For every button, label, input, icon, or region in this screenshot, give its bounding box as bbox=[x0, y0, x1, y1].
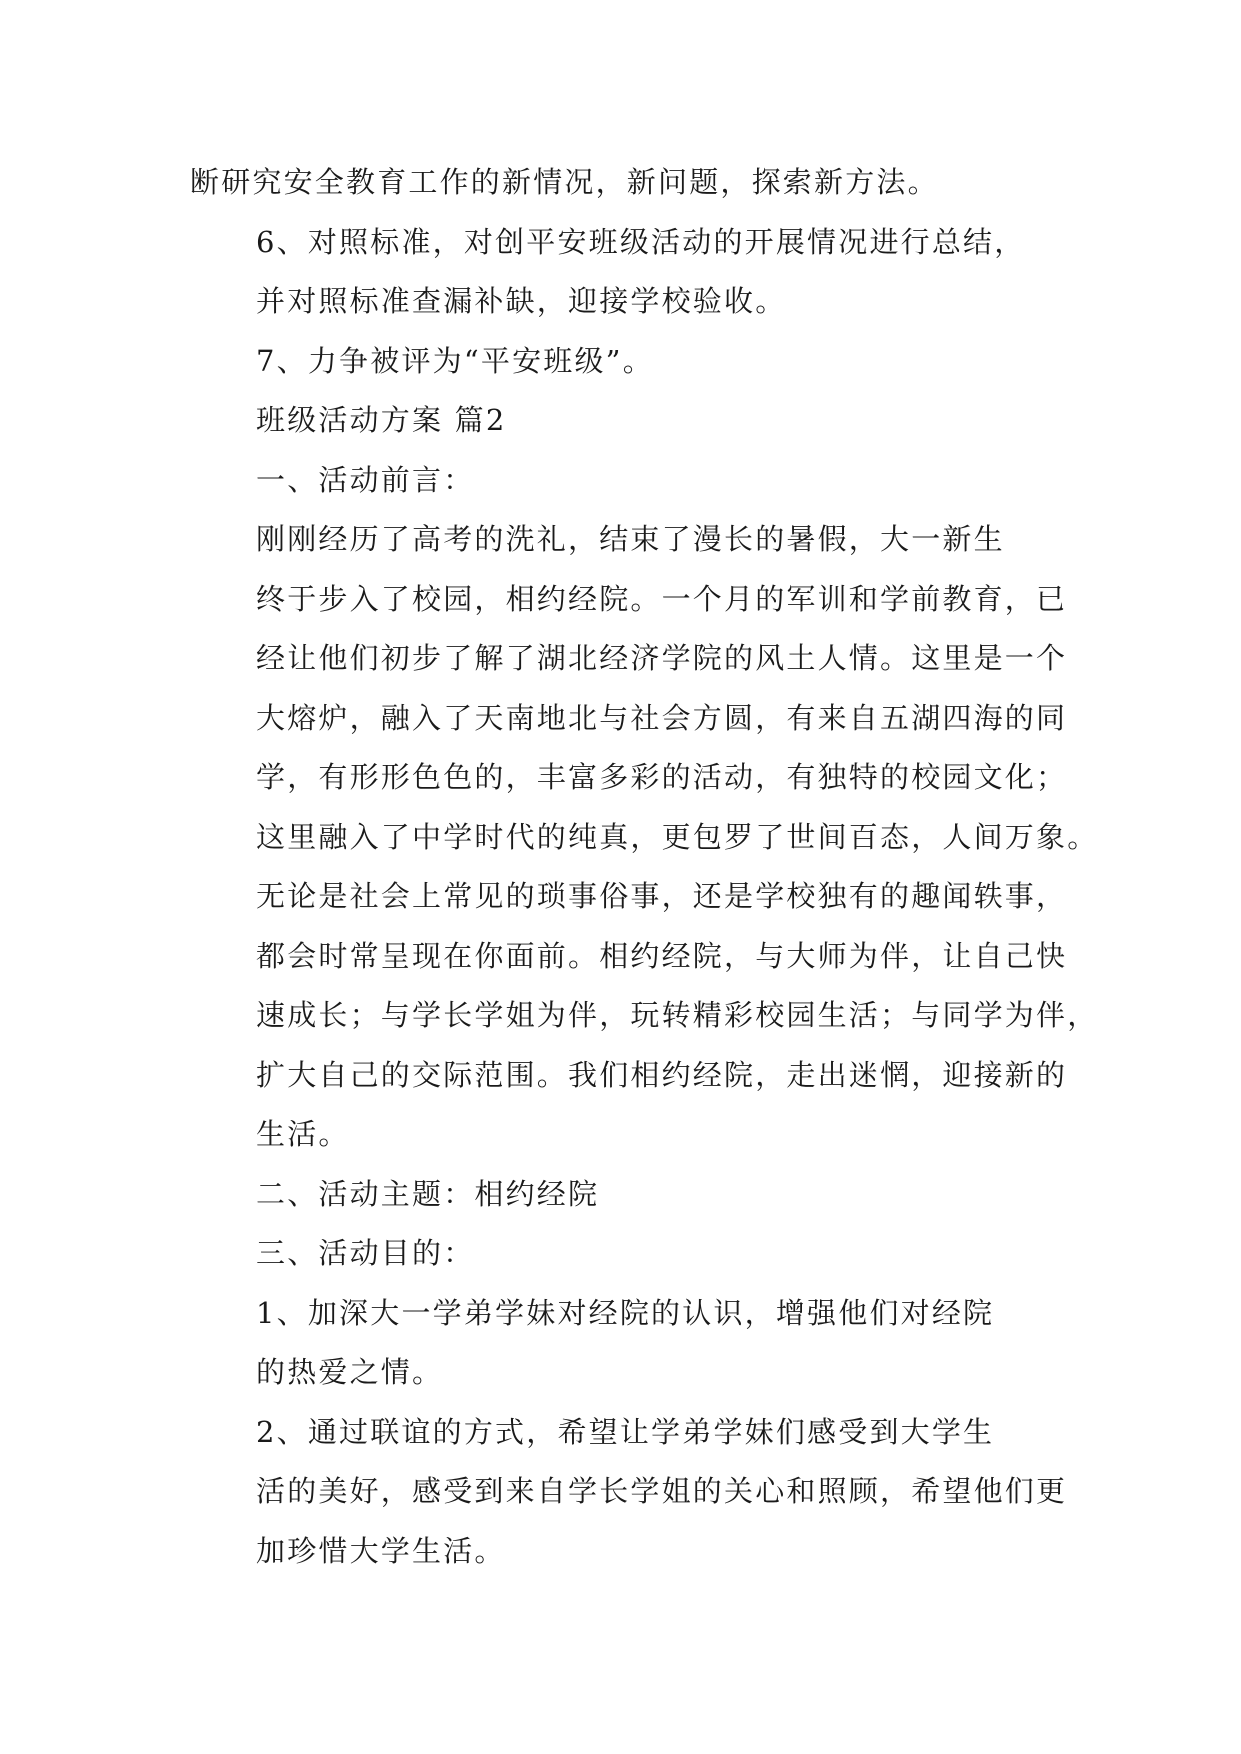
text-line: 并对照标准查漏补缺，迎接学校验收。 bbox=[256, 284, 787, 318]
paragraph-p1 bbox=[190, 213, 1050, 332]
text-line: 都会时常呈现在你面前。相约经院，与大师为伴，让自己快 bbox=[256, 938, 1068, 973]
text-line: 终于步入了校园，相约经院。一个月的军训和学前教育，已 bbox=[256, 581, 1068, 616]
paragraph-p5 bbox=[190, 510, 1099, 1165]
text-line: 无论是社会上常见的琐事俗事，还是学校独有的趣闻轶事， bbox=[256, 879, 1068, 913]
paragraph-p2 bbox=[190, 332, 1050, 392]
paragraph-p3 bbox=[190, 391, 1050, 451]
text-line: 的热爱之情。 bbox=[256, 1355, 444, 1389]
text-line: 扩大自己的交际范围。我们相约经院，走出迷惘，迎接新的 bbox=[256, 1057, 1068, 1092]
text-line: 刚刚经历了高考的洗礼，结束了漫长的暑假，大一新生 bbox=[256, 522, 1005, 556]
paragraph-p0 bbox=[190, 153, 1050, 213]
text-line: 二、活动主题：相约经院 bbox=[256, 1176, 600, 1211]
text-line: 学，有形形色色的，丰富多彩的活动，有独特的校园文化； bbox=[256, 760, 1068, 794]
document-body bbox=[190, 153, 1099, 1581]
text-line: 生活。 bbox=[256, 1117, 350, 1151]
paragraph-p7 bbox=[190, 1224, 1050, 1284]
text-line: 三、活动目的： bbox=[256, 1236, 475, 1270]
text-line: 断研究安全教育工作的新情况，新问题，探索新方法。 bbox=[190, 165, 939, 199]
paragraph-p8 bbox=[190, 1284, 1050, 1403]
paragraph-p9 bbox=[190, 1403, 1068, 1582]
text-line: 经让他们初步了解了湖北经济学院的风土人情。这里是一个 bbox=[256, 641, 1068, 675]
text-line: 加珍惜大学生活。 bbox=[256, 1533, 506, 1568]
text-line: 速成长；与学长学姐为伴，玩转精彩校园生活；与同学为伴， bbox=[256, 998, 1099, 1032]
text-line: 6、对照标准，对创平安班级活动的开展情况进行总结， bbox=[256, 224, 1026, 259]
text-line: 这里融入了中学时代的纯真，更包罗了世间百态，人间万象。 bbox=[256, 819, 1099, 854]
text-line: 一、活动前言： bbox=[256, 462, 475, 497]
text-line: 1、加深大一学弟学妹对经院的认识，增强他们对经院 bbox=[256, 1295, 995, 1330]
paragraph-p4 bbox=[190, 451, 1050, 511]
text-line: 7、力争被评为“平安班级”。 bbox=[256, 343, 654, 378]
text-line: 2、通过联谊的方式，希望让学弟学妹们感受到大学生 bbox=[256, 1414, 995, 1449]
text-line: 大熔炉，融入了天南地北与社会方圆，有来自五湖四海的同 bbox=[256, 700, 1068, 735]
text-line: 活的美好，感受到来自学长学姐的关心和照顾，希望他们更 bbox=[256, 1474, 1068, 1508]
text-line: 班级活动方案 篇2 bbox=[256, 403, 507, 437]
paragraph-p6 bbox=[190, 1165, 1050, 1225]
